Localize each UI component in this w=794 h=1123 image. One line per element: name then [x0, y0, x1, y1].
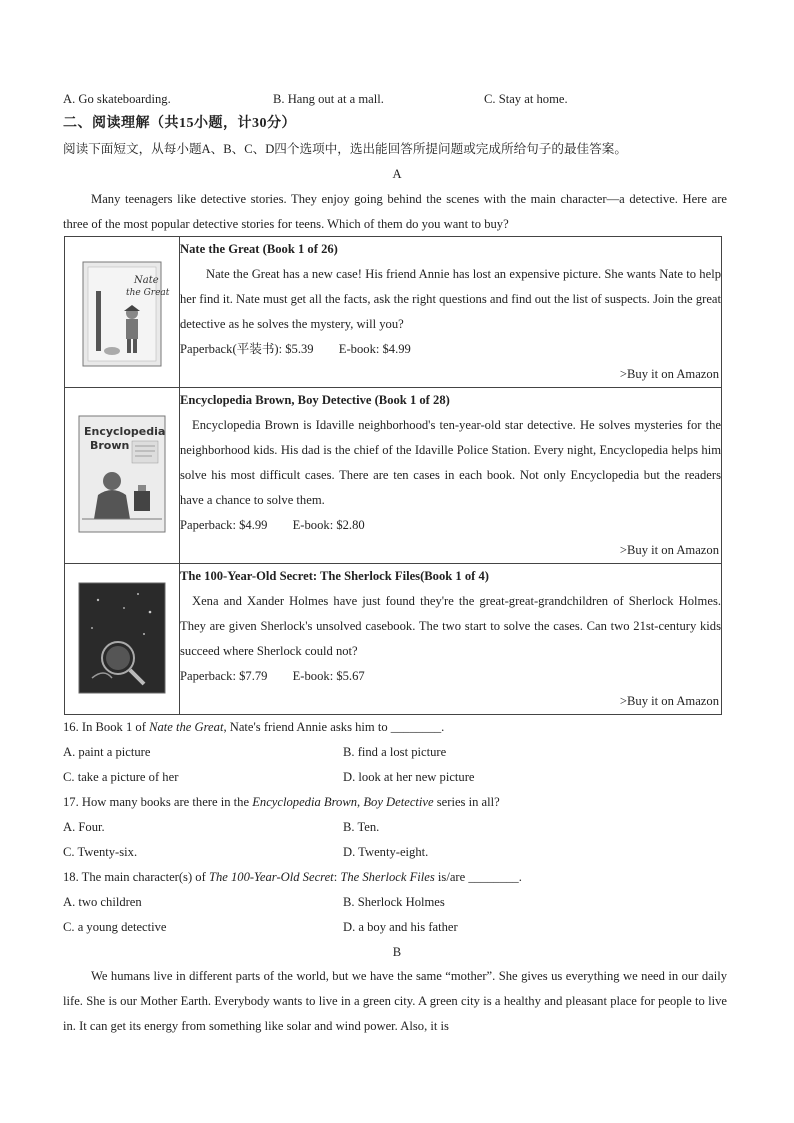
q18-option-b[interactable]: B. Sherlock Holmes [343, 895, 445, 909]
q16-option-d[interactable]: D. look at her new picture [343, 770, 475, 784]
q16-prefix: 16. In Book 1 of [63, 720, 150, 734]
q16-option-a[interactable]: A. paint a picture [63, 745, 151, 759]
q17-option-b[interactable]: B. Ten. [343, 820, 380, 834]
passage-a-label: A [392, 167, 402, 181]
q17-italic: Encyclopedia Brown [252, 795, 358, 809]
svg-text:Encyclopedia: Encyclopedia [84, 425, 166, 438]
book-info-2 [180, 388, 722, 564]
q17-italic2: Boy Detective [363, 795, 434, 809]
buy-link-2[interactable]: >Buy it on Amazon [619, 543, 719, 557]
svg-text:Brown: Brown [90, 439, 130, 452]
svg-text:Nate: Nate [134, 275, 159, 286]
q17-option-d[interactable]: D. Twenty-eight. [343, 845, 429, 859]
option-c-prev: C. Stay at home. [484, 92, 568, 106]
book-row-2 [65, 388, 722, 564]
nate-cover-image [82, 261, 170, 367]
option-b-prev: B. Hang out at a mall. [273, 92, 384, 106]
book-price-2: Paperback: $4.99 E-book: $2.80 [180, 518, 365, 532]
q18-option-a[interactable]: A. two children [63, 895, 142, 909]
q18-option-d[interactable]: D. a boy and his father [343, 920, 458, 934]
option-a-prev: A. Go skateboarding. [63, 92, 171, 106]
buy-link-3[interactable]: >Buy it on Amazon [619, 694, 719, 708]
question-18 [63, 869, 522, 885]
q16-option-c[interactable]: C. take a picture of her [63, 770, 179, 784]
book-row-1 [65, 237, 722, 388]
question-17 [63, 794, 500, 810]
book-cover-cell-1 [65, 237, 180, 388]
book-description-3 [180, 589, 721, 664]
section-instruction: 阅读下面短文，从每小题A、B、C、D四个选项中，选出能回答所提问题或完成所给句子的最佳答案。 [63, 142, 627, 156]
q18-rest: is/are ________. [434, 870, 522, 884]
book-info-1 [180, 237, 722, 388]
book-description-1 [180, 262, 721, 337]
book-description-text-2: Encyclopedia Brown is Idaville neighborhood's ten-year-old star detective. He solves mysteries for the neighborhood kids. His dad is the chief of the Idaville Police Station. Every night, Encyclopedia helps him solve his most difficult cases. There are ten cases in each book. Not only Encyclopedia but the readers have a chance to solve them. [180, 418, 721, 507]
book-price-1: Paperback(平装书): $5.39 E-book: $4.99 [180, 342, 411, 356]
q17-prefix: 17. How many books are there in the [63, 795, 253, 809]
q18-option-c[interactable]: C. a young detective [63, 920, 167, 934]
book-price-3: Paperback: $7.79 E-book: $5.67 [180, 669, 365, 683]
q18-mid: : [333, 870, 341, 884]
q17-option-a[interactable]: A. Four. [63, 820, 105, 834]
q16-italic: Nate the Great [149, 720, 224, 734]
q18-italic2: The Sherlock Files [340, 870, 435, 884]
passage-b-text [63, 964, 727, 1039]
book-description-text-3: Xena and Xander Holmes have just found they're the great-great-grandchildren of Sherlock Holmes. They are given Sherlock's unsolved casebook. The two start to solve the cases. Can two 21st-century kids succeed where Sherlock could not? [180, 594, 721, 658]
svg-text:the Great: the Great [126, 288, 170, 298]
q17-option-c[interactable]: C. Twenty-six. [63, 845, 138, 859]
q16-rest: , Nate's friend Annie asks him to ________. [223, 720, 445, 734]
q18-italic: The 100-Year-Old Secret [208, 870, 334, 884]
sherlock-cover-image [78, 582, 166, 694]
book-description-2 [180, 413, 721, 513]
book-title-3: The 100-Year-Old Secret: The Sherlock Files(Book 1 of 4) [180, 569, 489, 583]
book-info-3 [180, 564, 722, 715]
q16-option-b[interactable]: B. find a lost picture [343, 745, 447, 759]
q17-rest: series in all? [433, 795, 500, 809]
section-title: 二、阅读理解（共15小题，计30分） [63, 116, 296, 131]
book-cover-cell-3 [65, 564, 180, 715]
passage-b-label: B [392, 945, 402, 959]
passage-b-body: We humans live in different parts of the world, but we have the same “mother”. She gives us everything we need in our daily life. She is our Mother Earth. Everybody wants to live in a green city. A green city is a healthy and pleasant place for people to live in. It can get its energy from something like solar and wind power. Also, it is [63, 969, 727, 1033]
book-row-3 [65, 564, 722, 715]
buy-link-1[interactable]: >Buy it on Amazon [619, 367, 719, 381]
q18-prefix: 18. The main character(s) of [63, 870, 209, 884]
book-table [64, 236, 722, 715]
passage-a-intro [63, 187, 727, 237]
question-16 [63, 719, 444, 735]
passage-a-intro-text: Many teenagers like detective stories. They enjoy going behind the scenes with the main character—a detective. Here are three of the most popular detective stories for teens. Which of them do you want to buy? [63, 192, 727, 231]
q17-mid: , [357, 795, 364, 809]
book-title-2: Encyclopedia Brown, Boy Detective (Book 1 of 28) [180, 393, 450, 407]
book-description-text-1: Nate the Great has a new case! His friend Annie has lost an expensive picture. She wants Nate to help her find it. Nate must get all the facts, ask the right questions and find out the list of suspects. Join the great detective as he solves the mystery, will you? [180, 267, 721, 331]
book-cover-cell-2 [65, 388, 180, 564]
book-title-1: Nate the Great (Book 1 of 26) [180, 242, 338, 256]
encyclopedia-cover-image [78, 415, 166, 533]
